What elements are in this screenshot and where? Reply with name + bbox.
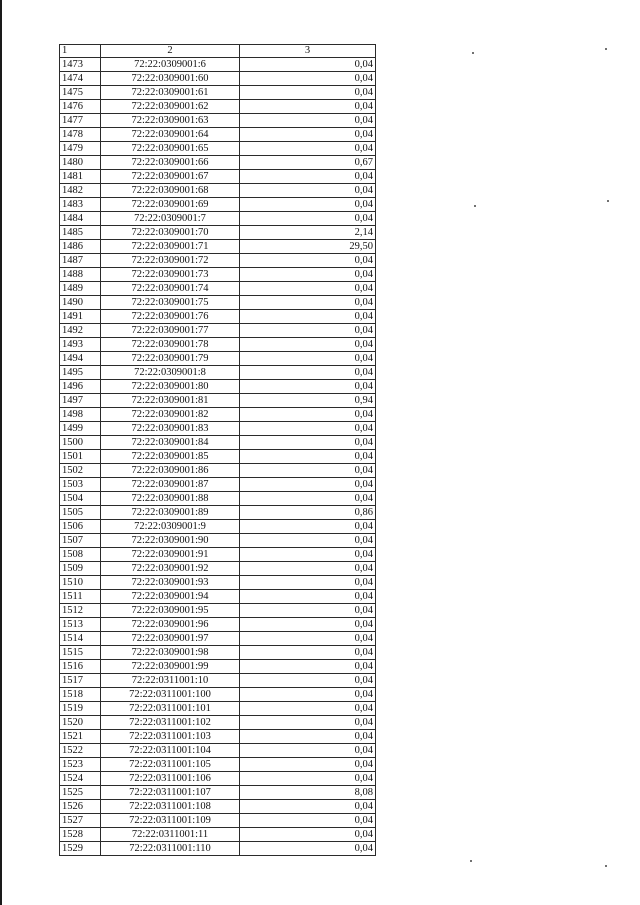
cadastral-number-cell: 72:22:0309001:63 xyxy=(101,114,240,128)
table-row xyxy=(60,72,376,86)
row-number-cell: 1501 xyxy=(60,450,101,464)
row-number-cell: 1504 xyxy=(60,492,101,506)
cadastral-number-cell: 72:22:0309001:9 xyxy=(101,520,240,534)
row-number-cell: 1514 xyxy=(60,632,101,646)
table-row xyxy=(60,450,376,464)
column-header-1: 1 xyxy=(60,45,101,58)
table-row xyxy=(60,58,376,72)
cadastral-number-cell: 72:22:0309001:78 xyxy=(101,338,240,352)
row-number-cell: 1499 xyxy=(60,422,101,436)
table-row xyxy=(60,100,376,114)
value-cell: 0,04 xyxy=(240,604,376,618)
table-row xyxy=(60,702,376,716)
value-cell: 0,04 xyxy=(240,450,376,464)
row-number-cell: 1513 xyxy=(60,618,101,632)
cadastral-number-cell: 72:22:0309001:97 xyxy=(101,632,240,646)
table-row xyxy=(60,492,376,506)
row-number-cell: 1479 xyxy=(60,142,101,156)
value-cell: 0,04 xyxy=(240,198,376,212)
value-cell: 0,04 xyxy=(240,800,376,814)
table-row xyxy=(60,436,376,450)
cadastral-number-cell: 72:22:0309001:99 xyxy=(101,660,240,674)
table-row xyxy=(60,548,376,562)
row-number-cell: 1477 xyxy=(60,114,101,128)
row-number-cell: 1510 xyxy=(60,576,101,590)
cadastral-number-cell: 72:22:0309001:82 xyxy=(101,408,240,422)
value-cell: 0,04 xyxy=(240,702,376,716)
row-number-cell: 1476 xyxy=(60,100,101,114)
value-cell: 0,04 xyxy=(240,716,376,730)
cadastral-number-cell: 72:22:0309001:93 xyxy=(101,576,240,590)
cadastral-number-cell: 72:22:0309001:72 xyxy=(101,254,240,268)
table-row xyxy=(60,646,376,660)
table-row xyxy=(60,618,376,632)
row-number-cell: 1489 xyxy=(60,282,101,296)
row-number-cell: 1473 xyxy=(60,58,101,72)
row-number-cell: 1495 xyxy=(60,366,101,380)
value-cell: 0,94 xyxy=(240,394,376,408)
value-cell: 0,04 xyxy=(240,128,376,142)
value-cell: 0,04 xyxy=(240,114,376,128)
row-number-cell: 1503 xyxy=(60,478,101,492)
table-row xyxy=(60,254,376,268)
cadastral-number-cell: 72:22:0309001:81 xyxy=(101,394,240,408)
cadastral-number-cell: 72:22:0309001:71 xyxy=(101,240,240,254)
table-row xyxy=(60,758,376,772)
cadastral-number-cell: 72:22:0309001:6 xyxy=(101,58,240,72)
value-cell: 0,04 xyxy=(240,618,376,632)
value-cell: 2,14 xyxy=(240,226,376,240)
table-row xyxy=(60,814,376,828)
table-row xyxy=(60,240,376,254)
table-row xyxy=(60,114,376,128)
table-row xyxy=(60,576,376,590)
value-cell: 0,04 xyxy=(240,338,376,352)
table-row xyxy=(60,86,376,100)
value-cell: 0,04 xyxy=(240,534,376,548)
cadastral-number-cell: 72:22:0309001:88 xyxy=(101,492,240,506)
scan-speck xyxy=(472,52,474,54)
value-cell: 0,04 xyxy=(240,660,376,674)
table-row xyxy=(60,268,376,282)
value-cell: 0,04 xyxy=(240,744,376,758)
cadastral-number-cell: 72:22:0309001:62 xyxy=(101,100,240,114)
row-number-cell: 1515 xyxy=(60,646,101,660)
row-number-cell: 1527 xyxy=(60,814,101,828)
table-row xyxy=(60,842,376,856)
row-number-cell: 1475 xyxy=(60,86,101,100)
cadastral-number-cell: 72:22:0309001:92 xyxy=(101,562,240,576)
table-row xyxy=(60,310,376,324)
table-row xyxy=(60,352,376,366)
value-cell: 0,04 xyxy=(240,772,376,786)
cadastral-number-cell: 72:22:0309001:67 xyxy=(101,170,240,184)
row-number-cell: 1494 xyxy=(60,352,101,366)
value-cell: 0,04 xyxy=(240,492,376,506)
value-cell: 0,04 xyxy=(240,548,376,562)
row-number-cell: 1516 xyxy=(60,660,101,674)
row-number-cell: 1507 xyxy=(60,534,101,548)
row-number-cell: 1482 xyxy=(60,184,101,198)
cadastral-number-cell: 72:22:0309001:83 xyxy=(101,422,240,436)
value-cell: 0,04 xyxy=(240,142,376,156)
table-row xyxy=(60,184,376,198)
table-row xyxy=(60,604,376,618)
row-number-cell: 1491 xyxy=(60,310,101,324)
cadastral-number-cell: 72:22:0311001:102 xyxy=(101,716,240,730)
row-number-cell: 1522 xyxy=(60,744,101,758)
table-row xyxy=(60,156,376,170)
cadastral-number-cell: 72:22:0309001:85 xyxy=(101,450,240,464)
cadastral-number-cell: 72:22:0309001:90 xyxy=(101,534,240,548)
value-cell: 0,04 xyxy=(240,282,376,296)
table-row xyxy=(60,562,376,576)
value-cell: 0,04 xyxy=(240,730,376,744)
cadastral-number-cell: 72:22:0311001:10 xyxy=(101,674,240,688)
table-row xyxy=(60,212,376,226)
row-number-cell: 1519 xyxy=(60,702,101,716)
table-row xyxy=(60,716,376,730)
row-number-cell: 1500 xyxy=(60,436,101,450)
cadastral-number-cell: 72:22:0309001:77 xyxy=(101,324,240,338)
cadastral-number-cell: 72:22:0309001:84 xyxy=(101,436,240,450)
cadastral-number-cell: 72:22:0309001:75 xyxy=(101,296,240,310)
table-row xyxy=(60,296,376,310)
table-row xyxy=(60,534,376,548)
data-table xyxy=(59,44,376,856)
value-cell: 0,04 xyxy=(240,408,376,422)
table-row xyxy=(60,478,376,492)
cadastral-number-cell: 72:22:0309001:74 xyxy=(101,282,240,296)
cadastral-number-cell: 72:22:0309001:60 xyxy=(101,72,240,86)
table-row xyxy=(60,786,376,800)
value-cell: 0,04 xyxy=(240,380,376,394)
value-cell: 0,04 xyxy=(240,520,376,534)
cadastral-number-cell: 72:22:0309001:8 xyxy=(101,366,240,380)
value-cell: 0,04 xyxy=(240,58,376,72)
cadastral-number-cell: 72:22:0311001:103 xyxy=(101,730,240,744)
table-row xyxy=(60,128,376,142)
table-row xyxy=(60,170,376,184)
scan-speck xyxy=(605,48,607,50)
table-row xyxy=(60,632,376,646)
value-cell: 0,04 xyxy=(240,352,376,366)
value-cell: 8,08 xyxy=(240,786,376,800)
cadastral-number-cell: 72:22:0309001:66 xyxy=(101,156,240,170)
value-cell: 0,04 xyxy=(240,72,376,86)
row-number-cell: 1506 xyxy=(60,520,101,534)
cadastral-number-cell: 72:22:0309001:91 xyxy=(101,548,240,562)
table-row xyxy=(60,660,376,674)
value-cell: 0,04 xyxy=(240,184,376,198)
scan-speck xyxy=(470,860,472,862)
table-row xyxy=(60,324,376,338)
row-number-cell: 1509 xyxy=(60,562,101,576)
row-number-cell: 1480 xyxy=(60,156,101,170)
row-number-cell: 1517 xyxy=(60,674,101,688)
value-cell: 0,04 xyxy=(240,310,376,324)
row-number-cell: 1521 xyxy=(60,730,101,744)
cadastral-number-cell: 72:22:0311001:100 xyxy=(101,688,240,702)
value-cell: 0,04 xyxy=(240,324,376,338)
table-row xyxy=(60,674,376,688)
value-cell: 0,04 xyxy=(240,268,376,282)
cadastral-number-cell: 72:22:0311001:107 xyxy=(101,786,240,800)
value-cell: 0,04 xyxy=(240,688,376,702)
value-cell: 0,04 xyxy=(240,632,376,646)
row-number-cell: 1474 xyxy=(60,72,101,86)
value-cell: 0,04 xyxy=(240,674,376,688)
table-row xyxy=(60,520,376,534)
table-row xyxy=(60,688,376,702)
table-body xyxy=(60,58,376,856)
table-row xyxy=(60,198,376,212)
scan-speck xyxy=(605,865,607,867)
row-number-cell: 1498 xyxy=(60,408,101,422)
cadastral-number-cell: 72:22:0309001:98 xyxy=(101,646,240,660)
value-cell: 0,04 xyxy=(240,576,376,590)
value-cell: 0,04 xyxy=(240,86,376,100)
scan-left-edge xyxy=(0,0,2,905)
scan-speck xyxy=(607,200,609,202)
cadastral-number-cell: 72:22:0309001:61 xyxy=(101,86,240,100)
table-row xyxy=(60,366,376,380)
row-number-cell: 1512 xyxy=(60,604,101,618)
cadastral-number-cell: 72:22:0311001:104 xyxy=(101,744,240,758)
row-number-cell: 1485 xyxy=(60,226,101,240)
cadastral-number-cell: 72:22:0309001:65 xyxy=(101,142,240,156)
cadastral-number-cell: 72:22:0311001:101 xyxy=(101,702,240,716)
cadastral-number-cell: 72:22:0309001:89 xyxy=(101,506,240,520)
value-cell: 0,04 xyxy=(240,478,376,492)
column-header-3: 3 xyxy=(240,45,376,58)
cadastral-number-cell: 72:22:0309001:86 xyxy=(101,464,240,478)
table-row xyxy=(60,380,376,394)
cadastral-number-cell: 72:22:0309001:68 xyxy=(101,184,240,198)
cadastral-number-cell: 72:22:0311001:108 xyxy=(101,800,240,814)
row-number-cell: 1525 xyxy=(60,786,101,800)
table-row xyxy=(60,744,376,758)
value-cell: 0,04 xyxy=(240,366,376,380)
table-row xyxy=(60,338,376,352)
table-row xyxy=(60,394,376,408)
table-row xyxy=(60,408,376,422)
table-row xyxy=(60,142,376,156)
row-number-cell: 1484 xyxy=(60,212,101,226)
table-row xyxy=(60,422,376,436)
row-number-cell: 1490 xyxy=(60,296,101,310)
column-header-2: 2 xyxy=(101,45,240,58)
row-number-cell: 1511 xyxy=(60,590,101,604)
cadastral-number-cell: 72:22:0309001:94 xyxy=(101,590,240,604)
value-cell: 0,04 xyxy=(240,562,376,576)
row-number-cell: 1497 xyxy=(60,394,101,408)
value-cell: 0,04 xyxy=(240,296,376,310)
row-number-cell: 1505 xyxy=(60,506,101,520)
row-number-cell: 1524 xyxy=(60,772,101,786)
cadastral-number-cell: 72:22:0309001:64 xyxy=(101,128,240,142)
table-row xyxy=(60,506,376,520)
cadastral-number-cell: 72:22:0309001:87 xyxy=(101,478,240,492)
value-cell: 0,04 xyxy=(240,436,376,450)
table-row xyxy=(60,282,376,296)
row-number-cell: 1486 xyxy=(60,240,101,254)
value-cell: 0,04 xyxy=(240,212,376,226)
value-cell: 0,04 xyxy=(240,828,376,842)
row-number-cell: 1520 xyxy=(60,716,101,730)
cadastral-number-cell: 72:22:0309001:80 xyxy=(101,380,240,394)
value-cell: 0,67 xyxy=(240,156,376,170)
cadastral-number-cell: 72:22:0309001:95 xyxy=(101,604,240,618)
row-number-cell: 1518 xyxy=(60,688,101,702)
value-cell: 0,04 xyxy=(240,464,376,478)
table-row xyxy=(60,828,376,842)
table-row xyxy=(60,730,376,744)
cadastral-number-cell: 72:22:0309001:7 xyxy=(101,212,240,226)
value-cell: 0,04 xyxy=(240,254,376,268)
table-header-row xyxy=(60,45,376,58)
cadastral-number-cell: 72:22:0311001:105 xyxy=(101,758,240,772)
value-cell: 0,04 xyxy=(240,590,376,604)
row-number-cell: 1523 xyxy=(60,758,101,772)
row-number-cell: 1508 xyxy=(60,548,101,562)
value-cell: 0,86 xyxy=(240,506,376,520)
table-row xyxy=(60,772,376,786)
row-number-cell: 1528 xyxy=(60,828,101,842)
row-number-cell: 1496 xyxy=(60,380,101,394)
row-number-cell: 1483 xyxy=(60,198,101,212)
row-number-cell: 1502 xyxy=(60,464,101,478)
row-number-cell: 1492 xyxy=(60,324,101,338)
table-row xyxy=(60,464,376,478)
table-row xyxy=(60,226,376,240)
value-cell: 0,04 xyxy=(240,100,376,114)
value-cell: 0,04 xyxy=(240,170,376,184)
value-cell: 0,04 xyxy=(240,758,376,772)
value-cell: 0,04 xyxy=(240,646,376,660)
table-row xyxy=(60,800,376,814)
scan-speck xyxy=(474,205,476,207)
row-number-cell: 1488 xyxy=(60,268,101,282)
cadastral-number-cell: 72:22:0311001:109 xyxy=(101,814,240,828)
cadastral-number-cell: 72:22:0311001:11 xyxy=(101,828,240,842)
cadastral-number-cell: 72:22:0309001:76 xyxy=(101,310,240,324)
cadastral-number-cell: 72:22:0311001:106 xyxy=(101,772,240,786)
cadastral-number-cell: 72:22:0309001:69 xyxy=(101,198,240,212)
cadastral-number-cell: 72:22:0309001:96 xyxy=(101,618,240,632)
row-number-cell: 1487 xyxy=(60,254,101,268)
row-number-cell: 1529 xyxy=(60,842,101,856)
row-number-cell: 1478 xyxy=(60,128,101,142)
cadastral-number-cell: 72:22:0311001:110 xyxy=(101,842,240,856)
row-number-cell: 1481 xyxy=(60,170,101,184)
cadastral-number-cell: 72:22:0309001:70 xyxy=(101,226,240,240)
value-cell: 0,04 xyxy=(240,842,376,856)
cadastral-number-cell: 72:22:0309001:79 xyxy=(101,352,240,366)
row-number-cell: 1493 xyxy=(60,338,101,352)
value-cell: 0,04 xyxy=(240,422,376,436)
table-row xyxy=(60,590,376,604)
cadastral-number-cell: 72:22:0309001:73 xyxy=(101,268,240,282)
value-cell: 0,04 xyxy=(240,814,376,828)
row-number-cell: 1526 xyxy=(60,800,101,814)
value-cell: 29,50 xyxy=(240,240,376,254)
